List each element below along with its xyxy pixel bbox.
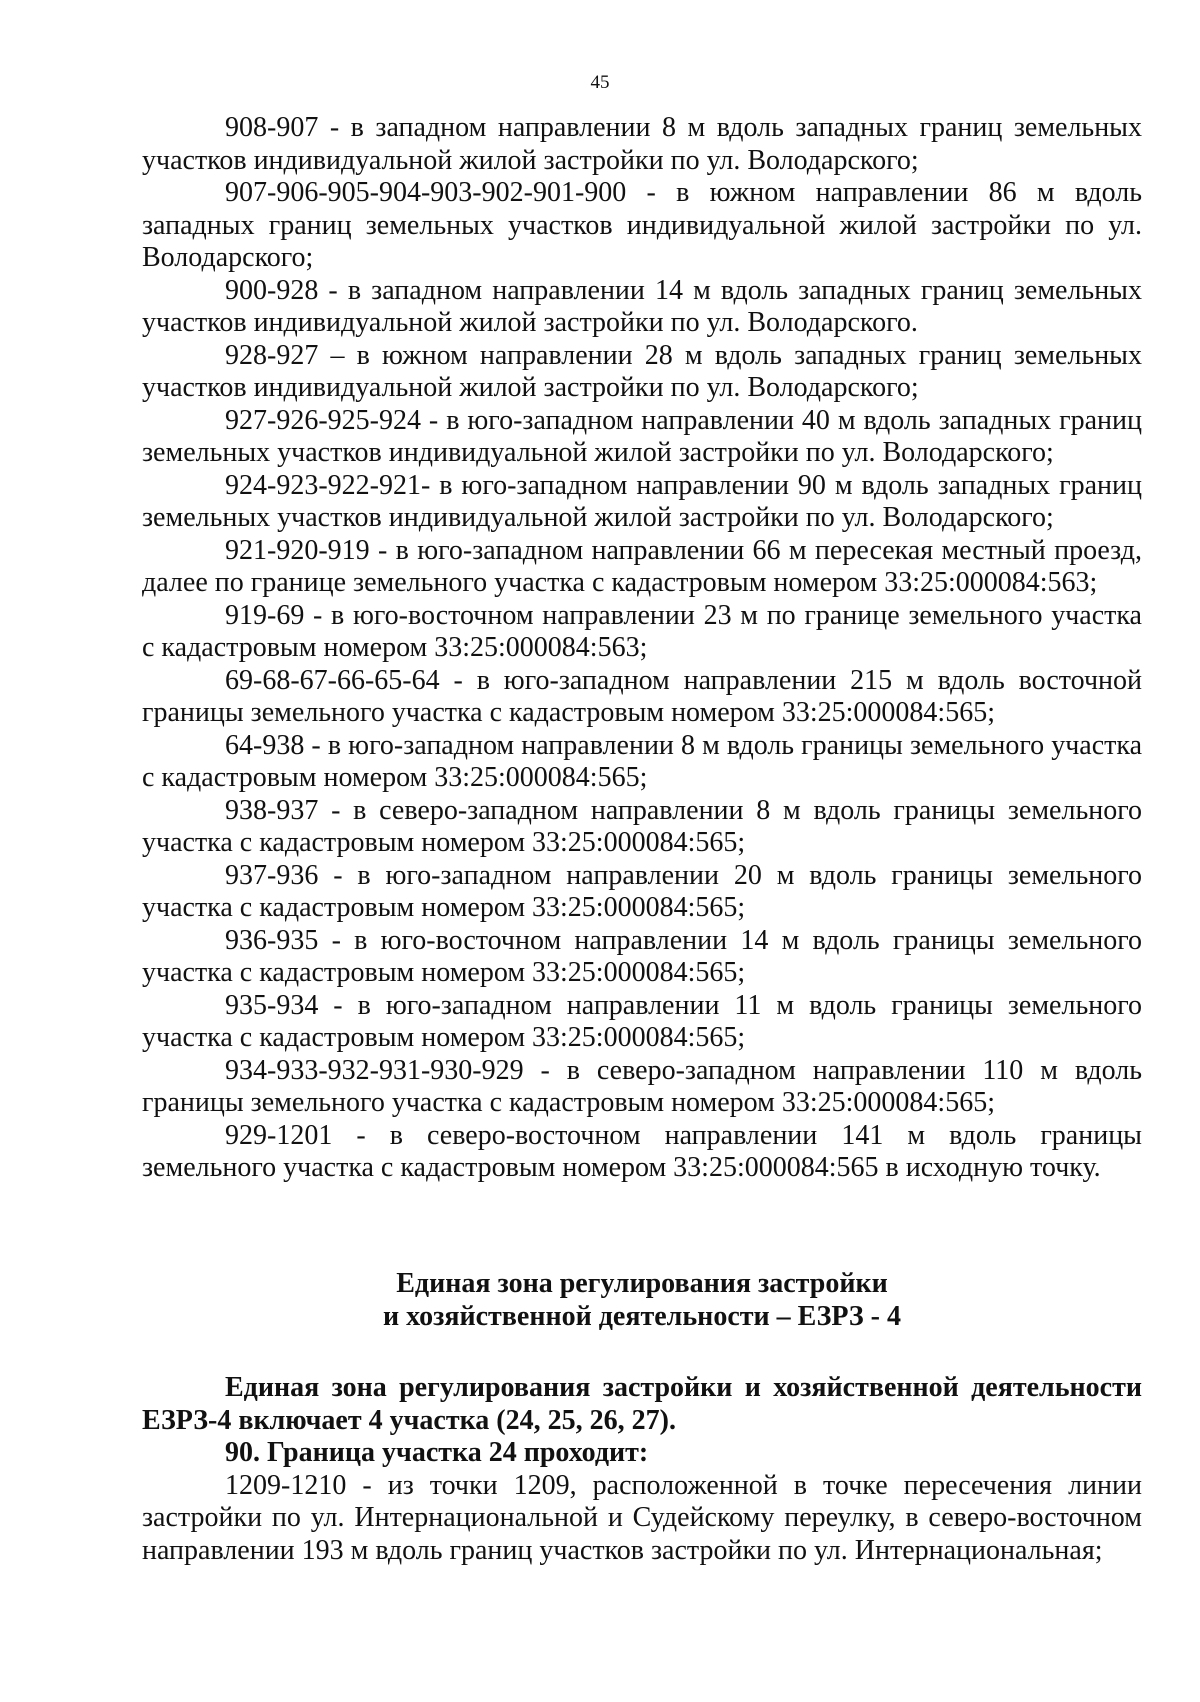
boundary-paragraph: 938-937 - в северо-западном направлении 8 м вдоль границы земельного участка с кадастровым номером 33:25:000084:565;	[142, 794, 1142, 858]
boundary-paragraph: 907-906-905-904-903-902-901-900 - в южном направлении 86 м вдоль западных границ земельных участков индивидуальной жилой застройки по ул. Володарского;	[142, 177, 1142, 273]
page-number: 45	[590, 72, 610, 93]
boundary-paragraph: 934-933-932-931-930-929 - в северо-западном направлении 110 м вдоль границы земельного участка с кадастровым номером 33:25:000084:565;	[142, 1054, 1142, 1118]
zone-heading-line-2: и хозяйственной деятельности – ЕЗРЗ - 4	[383, 1300, 901, 1332]
boundary-paragraph: 936-935 - в юго-восточном направлении 14 м вдоль границы земельного участка с кадастровым номером 33:25:000084:565;	[142, 924, 1142, 988]
boundary-paragraph: 900-928 - в западном направлении 14 м вдоль западных границ земельных участков индивидуальной жилой застройки по ул. Володарского.	[142, 274, 1142, 338]
boundary-paragraph: 929-1201 - в северо-восточном направлении 141 м вдоль границы земельного участка с кадастровым номером 33:25:000084:565 в исходную точку.	[142, 1119, 1142, 1183]
zone-heading	[142, 1268, 1142, 1333]
boundary-paragraph: 1209-1210 - из точки 1209, расположенной в точке пересечения линии застройки по ул. Интернациональной и Судейскому переулку, в северо-восточном направлении 193 м вдоль границ участков застройки по ул. Интернациональная;	[142, 1469, 1142, 1566]
section-title: 90. Граница участка 24 проходит:	[225, 1437, 649, 1468]
boundary-paragraph: 937-936 - в юго-западном направлении 20 м вдоль границы земельного участка с кадастровым номером 33:25:000084:565;	[142, 859, 1142, 923]
boundary-paragraph: 64-938 - в юго-западном направлении 8 м вдоль границы земельного участка с кадастровым номером 33:25:000084:565;	[142, 729, 1142, 793]
boundary-paragraph: 908-907 - в западном направлении 8 м вдоль западных границ земельных участков индивидуальной жилой застройки по ул. Володарского;	[142, 112, 1142, 176]
boundary-paragraph: 927-926-925-924 - в юго-западном направлении 40 м вдоль западных границ земельных участков индивидуальной жилой застройки по ул. Володарского;	[142, 404, 1142, 468]
zone-description	[142, 1372, 1142, 1567]
boundary-paragraph: 924-923-922-921- в юго-западном направлении 90 м вдоль западных границ земельных участков индивидуальной жилой застройки по ул. Володарского;	[142, 469, 1142, 533]
boundary-paragraph: 919-69 - в юго-восточном направлении 23 м по границе земельного участка с кадастровым номером 33:25:000084:563;	[142, 599, 1142, 663]
boundary-paragraph: 935-934 - в юго-западном направлении 11 м вдоль границы земельного участка с кадастровым номером 33:25:000084:565;	[142, 989, 1142, 1053]
boundary-paragraph: 69-68-67-66-65-64 - в юго-западном направлении 215 м вдоль восточной границы земельного участка с кадастровым номером 33:25:000084:565;	[142, 664, 1142, 728]
boundary-paragraph: 921-920-919 - в юго-западном направлении 66 м пересекая местный проезд, далее по границе земельного участка с кадастровым номером 33:25:000084:563;	[142, 534, 1142, 598]
zone-intro: Единая зона регулирования застройки и хозяйственной деятельности ЕЗРЗ-4 включает 4 участка (24, 25, 26, 27).	[142, 1372, 1142, 1436]
zone-heading-line-1: Единая зона регулирования застройки	[396, 1268, 888, 1299]
boundary-description	[142, 112, 1142, 1185]
boundary-paragraph: 928-927 – в южном направлении 28 м вдоль западных границ земельных участков индивидуальной жилой застройки по ул. Володарского;	[142, 339, 1142, 403]
